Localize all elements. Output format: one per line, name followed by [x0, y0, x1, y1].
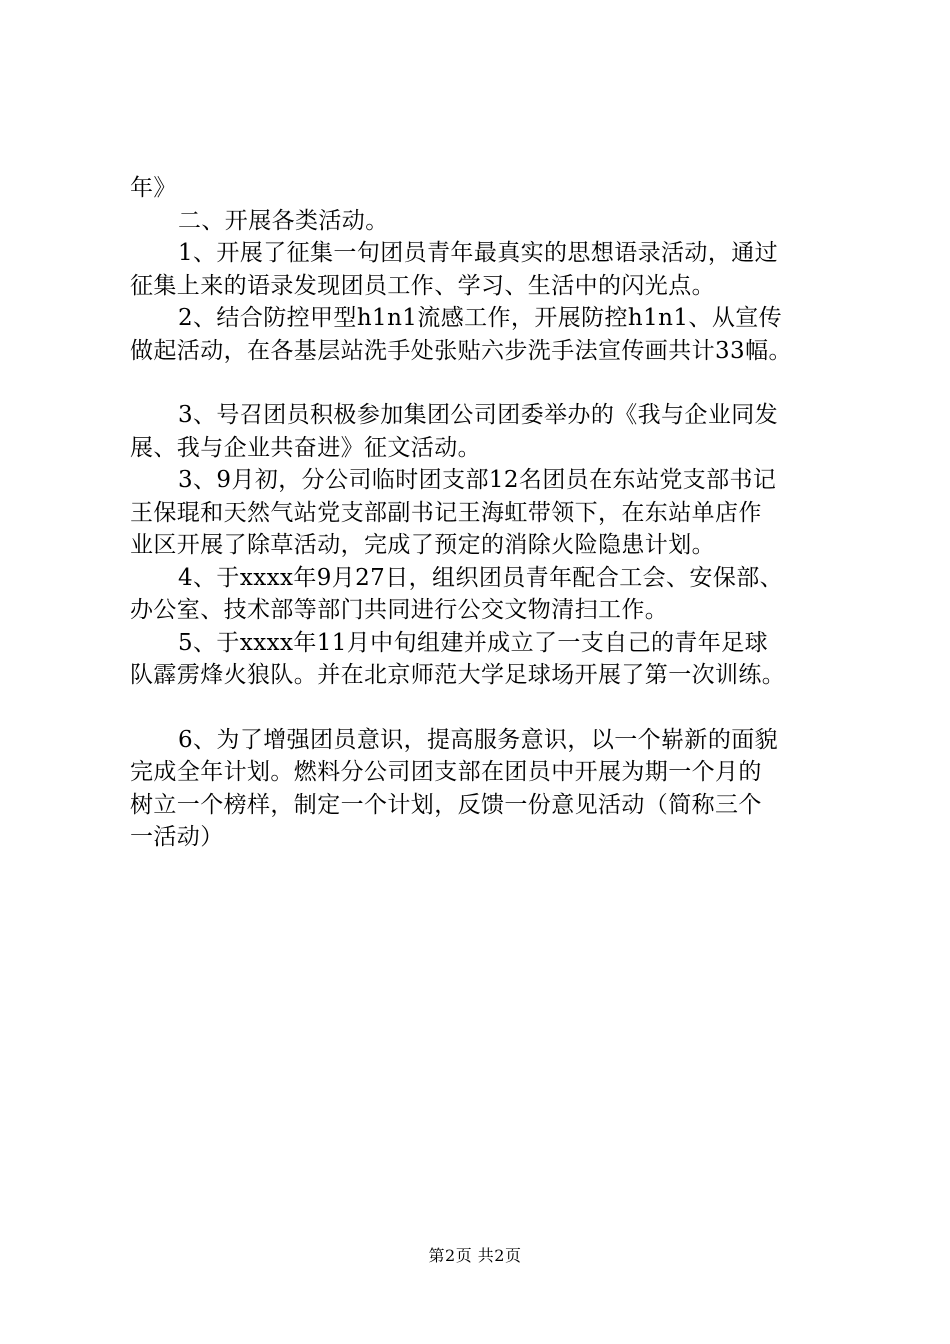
text-line: 一活动）	[130, 824, 224, 850]
text-line: 征集上来的语录发现团员工作、学习、生活中的闪光点。	[130, 272, 715, 299]
text-line: 5、于xxxx年11月中旬组建并成立了一支自己的青年足球	[178, 629, 768, 656]
text-line: 2、结合防控甲型h1n1流感工作，开展防控h1n1、从宣传	[178, 305, 783, 331]
section-heading: 二、开展各类活动。	[178, 207, 389, 234]
text-line: 展、我与企业共奋进》征文活动。	[130, 434, 481, 461]
page-number-footer: 第2页 共2页	[428, 1246, 522, 1265]
text-line: 办公室、技术部等部门共同进行公交文物清扫工作。	[130, 597, 669, 623]
text-line: 年》	[130, 175, 177, 201]
text-line: 做起活动，在各基层站洗手处张贴六步洗手法宣传画共计33幅。	[130, 337, 792, 364]
text-line: 完成全年计划。燃料分公司团支部在团员中开展为期一个月的	[130, 759, 762, 785]
text-line: 王保琨和天然气站党支部副书记王海虹带领下，在东站单店作	[130, 499, 762, 526]
text-line: 6、为了增强团员意识，提高服务意识，以一个崭新的面貌	[178, 726, 779, 753]
document-body	[130, 172, 830, 854]
text-line: 4、于xxxx年9月27日，组织团员青年配合工会、安保部、	[178, 564, 784, 591]
text-line: 3、号召团员积极参加集团公司团委举办的《我与企业同发	[178, 402, 779, 428]
text-line: 树立一个榜样，制定一个计划，反馈一份意见活动（简称三个	[130, 791, 762, 818]
text-line: 1、开展了征集一句团员青年最真实的思想语录活动，通过	[178, 240, 779, 266]
text-line: 业区开展了除草活动，完成了预定的消除火险隐患计划。	[130, 532, 715, 558]
text-line: 3、9月初，分公司临时团支部12名团员在东站党支部书记	[178, 467, 777, 493]
text-line: 队霹雳烽火狼队。并在北京师范大学足球场开展了第一次训练。	[130, 662, 786, 688]
